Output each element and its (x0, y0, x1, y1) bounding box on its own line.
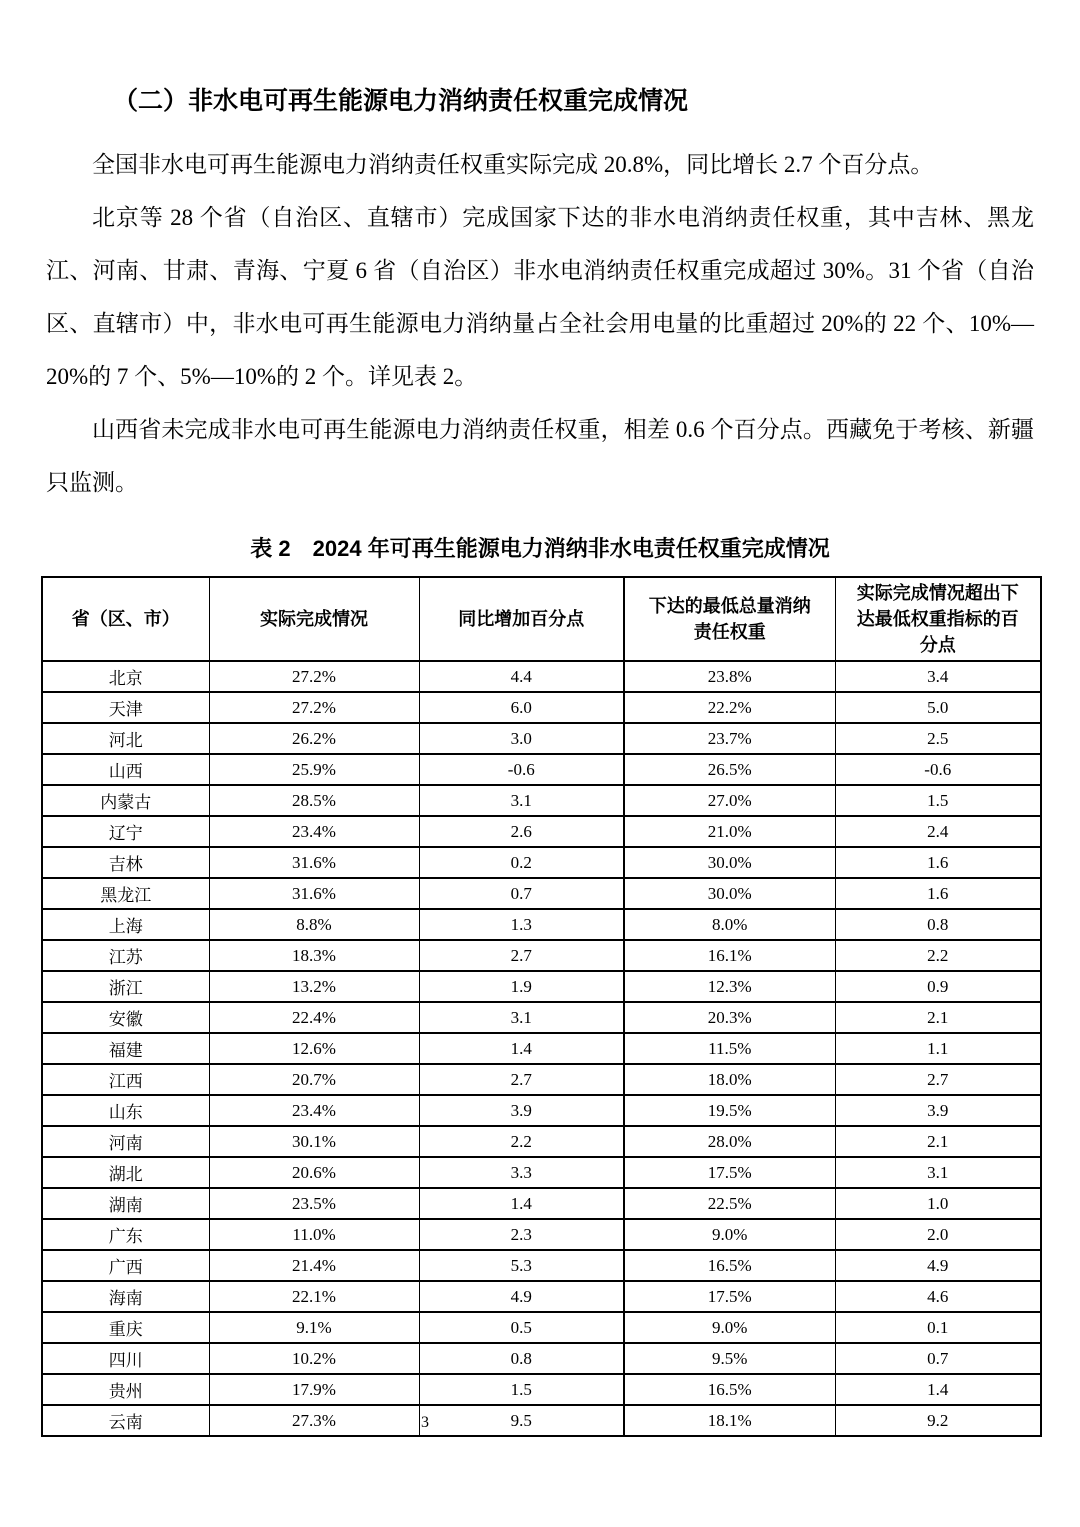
table-cell: 1.6 (835, 847, 1041, 878)
table-cell: 28.5% (209, 785, 419, 816)
table-cell: 20.3% (624, 1002, 835, 1033)
table-cell: 18.1% (624, 1405, 835, 1436)
table-cell: 1.5 (835, 785, 1041, 816)
table-cell: 8.8% (209, 909, 419, 940)
table-cell: 2.4 (835, 816, 1041, 847)
table-cell: 四川 (42, 1343, 209, 1374)
table-row (42, 1188, 1041, 1219)
table-cell: 16.5% (624, 1374, 835, 1405)
table-cell: 23.7% (624, 723, 835, 754)
table-row (42, 971, 1041, 1002)
table-row (42, 692, 1041, 723)
table-cell: 22.5% (624, 1188, 835, 1219)
table-cell: 2.3 (419, 1219, 624, 1250)
table-cell: 1.1 (835, 1033, 1041, 1064)
table-row (42, 1095, 1041, 1126)
table-cell: 27.0% (624, 785, 835, 816)
table-cell: 2.7 (419, 940, 624, 971)
table-cell: 9.2 (835, 1405, 1041, 1436)
table-cell: 0.7 (835, 1343, 1041, 1374)
data-table (41, 576, 1042, 1437)
table-cell: 26.5% (624, 754, 835, 785)
table-cell: 3.1 (835, 1157, 1041, 1188)
page-number: 3 (421, 1414, 429, 1431)
table-cell: 3.3 (419, 1157, 624, 1188)
table-cell: 23.4% (209, 816, 419, 847)
table-row (42, 723, 1041, 754)
table-cell: 9.0% (624, 1312, 835, 1343)
table-cell: 2.2 (835, 940, 1041, 971)
table-cell: 8.0% (624, 909, 835, 940)
table-cell: 辽宁 (42, 816, 209, 847)
table-cell: 1.4 (835, 1374, 1041, 1405)
table-row (42, 754, 1041, 785)
paragraph: 北京等 28 个省（自治区、直辖市）完成国家下达的非水电消纳责任权重，其中吉林、黑龙江、河南、甘肃、青海、宁夏 6 省（自治区）非水电消纳责任权重完成超过 30%。31 个省（自治区、直辖市）中，非水电可再生能源电力消纳量占全社会用电量的比重超过 20%的 22 个、10%—20%的 7 个、5%—10%的 2 个。详见表 2。 (46, 205, 1034, 389)
table-cell: 吉林 (42, 847, 209, 878)
table-cell: 9.0% (624, 1219, 835, 1250)
column-header: 实际完成情况超出下达最低权重指标的百分点 (835, 577, 1041, 661)
table-cell: 9.5% (624, 1343, 835, 1374)
table-cell: 北京 (42, 661, 209, 692)
table-row (42, 909, 1041, 940)
table-cell: 22.1% (209, 1281, 419, 1312)
table-cell: 安徽 (42, 1002, 209, 1033)
table-cell: 13.2% (209, 971, 419, 1002)
table-row (42, 1312, 1041, 1343)
table-cell: 0.8 (835, 909, 1041, 940)
table-cell: 21.4% (209, 1250, 419, 1281)
table-cell: 1.9 (419, 971, 624, 1002)
table-cell: 海南 (42, 1281, 209, 1312)
page-content (0, 86, 1080, 1437)
table-cell: 广西 (42, 1250, 209, 1281)
table-cell: 3.4 (835, 661, 1041, 692)
table-row (42, 1002, 1041, 1033)
table-cell: 11.5% (624, 1033, 835, 1064)
paragraph: 山西省未完成非水电可再生能源电力消纳责任权重，相差 0.6 个百分点。西藏免于考核、新疆只监测。 (46, 417, 1034, 495)
table-cell: 27.2% (209, 661, 419, 692)
table-row (42, 1374, 1041, 1405)
table-cell: 23.4% (209, 1095, 419, 1126)
table-cell: 1.3 (419, 909, 624, 940)
table-cell: 黑龙江 (42, 878, 209, 909)
section-heading: （二）非水电可再生能源电力消纳责任权重完成情况 (113, 87, 689, 115)
table-row (42, 940, 1041, 971)
table-cell: 江西 (42, 1064, 209, 1095)
table-cell: 3.1 (419, 1002, 624, 1033)
table-row (42, 1064, 1041, 1095)
table-cell: 2.1 (835, 1126, 1041, 1157)
table-cell: 内蒙古 (42, 785, 209, 816)
table-caption: 表 2 2024 年可再生能源电力消纳非水电责任权重完成情况 (250, 536, 830, 561)
table-cell: 1.4 (419, 1188, 624, 1219)
table-cell: 26.2% (209, 723, 419, 754)
table-cell: 9.5 (419, 1405, 624, 1436)
table-cell: 0.7 (419, 878, 624, 909)
column-header: 同比增加百分点 (419, 577, 624, 661)
table-row (42, 878, 1041, 909)
table-cell: 18.3% (209, 940, 419, 971)
table-cell: 3.1 (419, 785, 624, 816)
table-cell: 1.0 (835, 1188, 1041, 1219)
table-cell: 19.5% (624, 1095, 835, 1126)
table-cell: 山东 (42, 1095, 209, 1126)
table-cell: 重庆 (42, 1312, 209, 1343)
table-cell: 21.0% (624, 816, 835, 847)
table-cell: 18.0% (624, 1064, 835, 1095)
table-cell: 20.6% (209, 1157, 419, 1188)
table-cell: 广东 (42, 1219, 209, 1250)
table-row (42, 1343, 1041, 1374)
table-cell: 贵州 (42, 1374, 209, 1405)
table-cell: 1.5 (419, 1374, 624, 1405)
table-cell: 江苏 (42, 940, 209, 971)
table-cell: 河南 (42, 1126, 209, 1157)
column-header: 下达的最低总量消纳责任权重 (624, 577, 835, 661)
table-cell: 河北 (42, 723, 209, 754)
table-cell: 6.0 (419, 692, 624, 723)
table-cell: 1.4 (419, 1033, 624, 1064)
table-cell: 27.3% (209, 1405, 419, 1436)
table-cell: 0.5 (419, 1312, 624, 1343)
table-cell: 2.0 (835, 1219, 1041, 1250)
table-cell: 30.0% (624, 878, 835, 909)
table-cell: 4.6 (835, 1281, 1041, 1312)
table-row (42, 1405, 1041, 1436)
table-cell: 22.2% (624, 692, 835, 723)
table-cell: 12.6% (209, 1033, 419, 1064)
table-cell: 30.0% (624, 847, 835, 878)
column-header: 实际完成情况 (209, 577, 419, 661)
table-cell: 16.1% (624, 940, 835, 971)
table-cell: 1.6 (835, 878, 1041, 909)
table-cell: 浙江 (42, 971, 209, 1002)
table-cell: 4.9 (835, 1250, 1041, 1281)
table-cell: 10.2% (209, 1343, 419, 1374)
table-cell: 30.1% (209, 1126, 419, 1157)
table-cell: 27.2% (209, 692, 419, 723)
table-cell: -0.6 (835, 754, 1041, 785)
paragraph: 全国非水电可再生能源电力消纳责任权重实际完成 20.8%，同比增长 2.7 个百分点。 (92, 152, 934, 177)
table-row (42, 1157, 1041, 1188)
table-row (42, 661, 1041, 692)
table-cell: 31.6% (209, 847, 419, 878)
table-cell: 23.5% (209, 1188, 419, 1219)
table-row (42, 1219, 1041, 1250)
table-cell: 山西 (42, 754, 209, 785)
table-cell: 天津 (42, 692, 209, 723)
table-cell: 湖南 (42, 1188, 209, 1219)
table-cell: 0.2 (419, 847, 624, 878)
table-cell: 23.8% (624, 661, 835, 692)
table-cell: 云南 (42, 1405, 209, 1436)
table-cell: 5.3 (419, 1250, 624, 1281)
table-cell: 2.1 (835, 1002, 1041, 1033)
column-header: 省（区、市） (42, 577, 209, 661)
table-cell: 20.7% (209, 1064, 419, 1095)
table-cell: 湖北 (42, 1157, 209, 1188)
table-cell: 9.1% (209, 1312, 419, 1343)
table-row (42, 1250, 1041, 1281)
table-cell: 0.1 (835, 1312, 1041, 1343)
table-cell: 福建 (42, 1033, 209, 1064)
table-row (42, 1126, 1041, 1157)
table-cell: 25.9% (209, 754, 419, 785)
table-cell: 17.9% (209, 1374, 419, 1405)
table-cell: 12.3% (624, 971, 835, 1002)
table-cell: -0.6 (419, 754, 624, 785)
table-cell: 3.9 (419, 1095, 624, 1126)
table-cell: 2.6 (419, 816, 624, 847)
table-cell: 0.8 (419, 1343, 624, 1374)
table-cell: 3.0 (419, 723, 624, 754)
table-cell: 28.0% (624, 1126, 835, 1157)
table-cell: 3.9 (835, 1095, 1041, 1126)
table-body (42, 661, 1041, 1436)
table-cell: 0.9 (835, 971, 1041, 1002)
table-row (42, 1033, 1041, 1064)
table-cell: 22.4% (209, 1002, 419, 1033)
table-cell: 2.2 (419, 1126, 624, 1157)
table-cell: 16.5% (624, 1250, 835, 1281)
table-cell: 上海 (42, 909, 209, 940)
table-row (42, 816, 1041, 847)
table-cell: 5.0 (835, 692, 1041, 723)
table-row (42, 847, 1041, 878)
table-row (42, 1281, 1041, 1312)
table-header-row (42, 577, 1041, 661)
table-cell: 4.4 (419, 661, 624, 692)
table-cell: 4.9 (419, 1281, 624, 1312)
table-cell: 2.5 (835, 723, 1041, 754)
table-row (42, 785, 1041, 816)
table-cell: 11.0% (209, 1219, 419, 1250)
body-paragraphs (41, 138, 1039, 509)
table-cell: 17.5% (624, 1281, 835, 1312)
table-cell: 31.6% (209, 878, 419, 909)
table-cell: 2.7 (835, 1064, 1041, 1095)
table-cell: 2.7 (419, 1064, 624, 1095)
table-cell: 17.5% (624, 1157, 835, 1188)
